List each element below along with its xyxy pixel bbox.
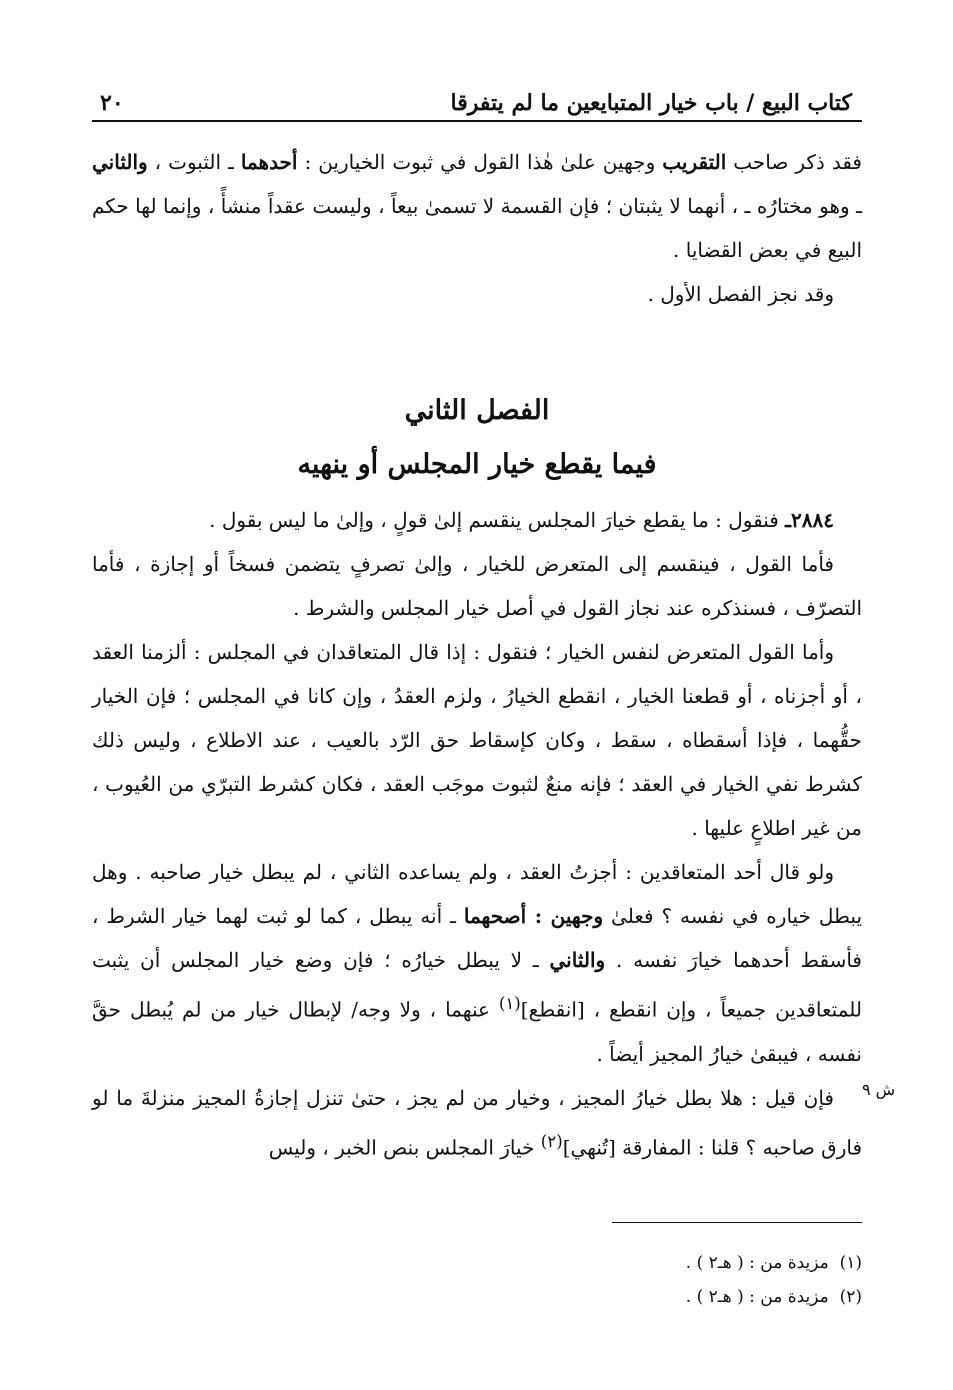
main-section bbox=[92, 498, 862, 1169]
p4-text-a: ولو قال أحد المتعاقدين : أجزتُ العقد ، ولم يساعده الثاني ، لم يبطل خيار صاحبه . وهل يبطل خياره في نفسه ؟ فعلىٰ bbox=[92, 860, 863, 928]
running-header bbox=[92, 88, 862, 122]
footnotes bbox=[92, 1246, 862, 1314]
footnote-number: (١) bbox=[839, 1253, 862, 1273]
footnote-text: مزيدة من : ( هـ٢ ) . bbox=[685, 1287, 829, 1307]
footnote-text: مزيدة من : ( هـ٢ ) . bbox=[685, 1253, 829, 1273]
p4-text-d: عنهما ، ولا وجه/ لإبطال خيار من لم يُبطل حقَّ نفسه ، فيبقىٰ خيارُ المجيز أيضاً . bbox=[92, 997, 862, 1066]
p5-text-a: فإن قيل : هلا بطل خيارُ المجيز ، وخيار من لم يجز ، حتىٰ تنزل إجازةُ المجيز منزلةَ ما لو فارق صاحبه ؟ قلنا : المفارقة [تُنهي] bbox=[92, 1085, 862, 1160]
footnote-item bbox=[92, 1280, 862, 1314]
intro-text-1: فقد ذكر صاحب bbox=[726, 150, 862, 174]
chapter-subheading: فيما يقطع خيار المجلس أو ينهيه bbox=[297, 449, 657, 480]
header-title: كتاب البيع / باب خيار المتبايعين ما لم يتفرقا bbox=[451, 90, 862, 116]
intro-text-3: ـ الثبوت ، bbox=[147, 150, 241, 174]
intro-bold-2: أحدهما bbox=[240, 150, 298, 174]
intro-text-2: وجهين علىٰ هٰذا القول في ثبوت الخيارين : bbox=[297, 150, 663, 174]
closing-line: وقد نجز الفصل الأول . bbox=[647, 282, 834, 306]
p4-bold-2: والثاني bbox=[549, 948, 606, 972]
p4-bold-1: وجهين : أصحهما bbox=[463, 904, 604, 928]
p4-text-b: ـ أنه يبطل ، كما لو ثبت لهما خيار الشرط ، فأسقط أحدهما خيارَ نفسه . bbox=[92, 904, 862, 972]
footnote-divider bbox=[612, 1222, 862, 1223]
chapter-heading-block bbox=[92, 384, 862, 492]
paragraph-5 bbox=[92, 1076, 862, 1170]
intro-text-4: ـ وهو مختارُه ـ ، أنهما لا يثبتان ؛ فإن القسمة لا تسمىٰ بيعاً ، وليست عقداً منشأً ، وإنما لها حكم البيع في بعض القضايا . bbox=[92, 194, 862, 262]
intro-bold-3: والثاني bbox=[92, 150, 148, 174]
page-number: ٢٠ bbox=[100, 90, 124, 116]
footnote-number: (٢) bbox=[839, 1287, 862, 1307]
paragraph-2: فأما القول ، فينقسم إلى المتعرض للخيار ، وإلىٰ تصرفٍ يتضمن فسخاً أو إجازة ، فأما التصرّف ، فسنذكره عند نجاز القول في أصل خيار المجلس والشرط . bbox=[92, 552, 862, 620]
paragraph-2884 bbox=[92, 498, 862, 542]
p5-text-b: خيارَ المجلس بنص الخبر ، وليس bbox=[268, 1135, 541, 1160]
p4-text-c: ـ لا يبطل خيارُه ؛ فإن وضع خيار المجلس أن يثبت للمتعاقدين جميعاً ، وإن انقطع ، [انقطع] bbox=[92, 948, 862, 1022]
intro-section bbox=[92, 140, 862, 316]
paragraph-4 bbox=[92, 850, 862, 1076]
footnote-ref-1: (١) bbox=[498, 994, 521, 1013]
margin-note: ش ٩ bbox=[862, 1080, 896, 1099]
footnote-item bbox=[92, 1246, 862, 1280]
paragraph-1-text: فنقول : ما يقطع خيارَ المجلس ينقسم إلىٰ قولٍ ، وإلىٰ ما ليس بقول . bbox=[209, 508, 786, 532]
intro-bold-1: التقريب bbox=[662, 150, 727, 174]
intro-paragraph bbox=[92, 140, 862, 272]
paragraph-3: وأما القول المتعرض لنفس الخيار ؛ فنقول : إذا قال المتعاقدان في المجلس : ألزمنا العقد ، أو أجزناه ، أو قطعنا الخيار ، انقطع الخيارُ ، ولزم العقدُ ، وإن كانا في المجلس ؛ فإن الخيار حقُّهما ، فإذا أسقطاه ، سقط ، وكان كإسقاط حق الرّد بالعيب ، عند الاطلاع ، وليس ذلك كشرط نفي الخيار في العقد ؛ فإنه منعٌ لثبوت موجَب العقد ، فكان كشرط التبرّي من العُيوب ، من غير اطلاعٍ عليها . bbox=[92, 640, 862, 840]
footnote-ref-2: (٢) bbox=[540, 1131, 563, 1151]
chapter-heading: الفصل الثاني bbox=[404, 395, 550, 426]
paragraph-number: ٢٨٨٤ـ bbox=[785, 508, 834, 532]
